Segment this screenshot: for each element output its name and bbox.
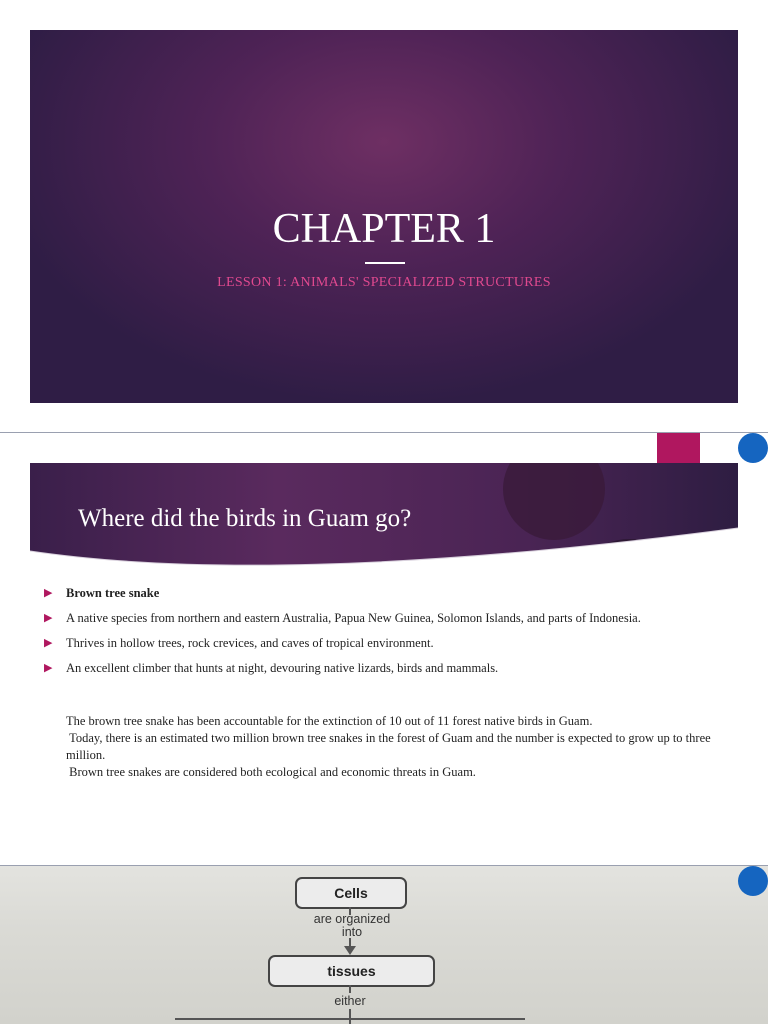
triangle-right-icon: ▶: [44, 587, 53, 599]
diagram-box-cells: Cells: [295, 877, 407, 909]
list-item: ▶ An excellent climber that hunts at night, devouring native lizards, birds and mammals.: [44, 660, 499, 675]
list-item: ▶ Thrives in hollow trees, rock crevices, and caves of tropical environment.: [44, 635, 434, 650]
diagram-box-tissues: tissues: [268, 955, 435, 987]
diagram-photo: [0, 866, 768, 1024]
blue-dot-marker: [738, 433, 768, 463]
lesson-subtitle: LESSON 1: ANIMALS' SPECIALIZED STRUCTURES: [217, 275, 551, 290]
branch-line: [175, 1018, 525, 1020]
connector-label: either: [334, 994, 366, 1008]
chapter-title: CHAPTER 1: [272, 206, 496, 252]
paragraph-line: Today, there is an estimated two million brown tree snakes in the forest of Guam and the number is expected to grow up to three million.: [66, 730, 714, 762]
slide2-title: Where did the birds in Guam go?: [78, 505, 412, 532]
connector-label: are organized into: [313, 912, 391, 939]
blue-dot-marker: [738, 866, 768, 896]
list-item: ▶ Brown tree snake: [44, 586, 160, 600]
slide-separator: [0, 432, 768, 433]
arrow-down-icon: [344, 946, 356, 955]
title-divider: [365, 262, 405, 264]
paragraph-line: The brown tree snake has been accountable for the extinction of 10 out of 11 forest native birds in Guam.: [66, 714, 593, 728]
triangle-right-icon: ▶: [44, 611, 53, 624]
bullet-list: [44, 585, 724, 685]
triangle-right-icon: ▶: [44, 661, 53, 674]
triangle-right-icon: ▶: [44, 636, 53, 649]
slide2-header: [30, 463, 738, 578]
connector-line: [349, 985, 351, 993]
body-paragraph: [66, 713, 726, 781]
list-item: ▶ A native species from northern and eastern Australia, Papua New Guinea, Solomon Islands, and parts of Indonesia.: [44, 610, 641, 625]
paragraph-line: Brown tree snakes are considered both ecological and economic threats in Guam.: [66, 764, 476, 779]
connector-line: [349, 1009, 351, 1024]
title-slide: [30, 30, 738, 403]
